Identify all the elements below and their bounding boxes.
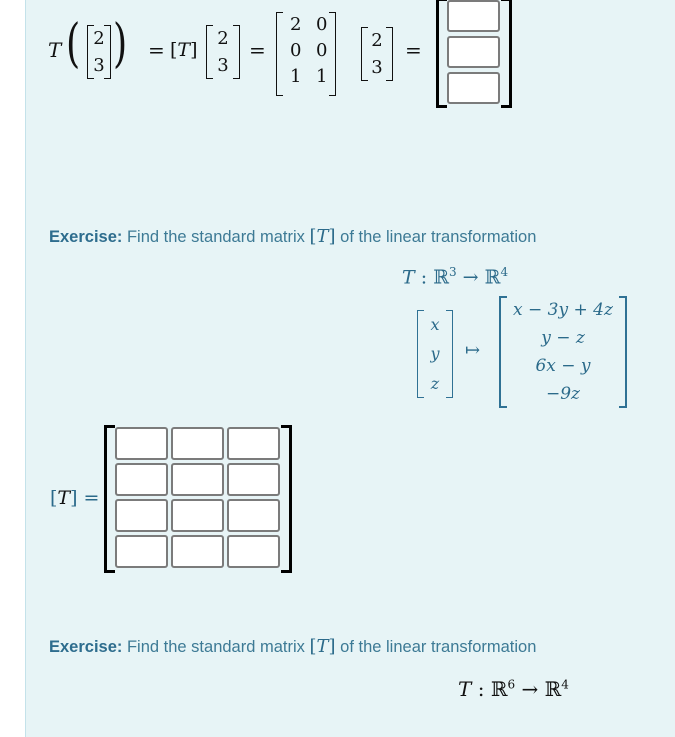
equals-sign: = [249,38,266,62]
matrix-entry: 2 [290,14,302,35]
sig-name: T [458,677,472,701]
vector-entry: 2 [217,28,229,49]
matrix-input-r4c2[interactable] [171,535,224,568]
equals-sign: = [405,38,422,62]
output-entry: 6x − y [535,356,591,376]
right-paren: ) [113,14,128,74]
exercise-1-prompt [49,226,536,247]
sig-domain-exp: 3 [448,265,457,279]
vector-2-3 [206,25,240,79]
matrix-input-r1c1[interactable] [115,427,168,460]
sig-domain-exp: 6 [507,677,516,692]
prompt-text: of the linear transformation [335,638,537,656]
matrix-input-r2c2[interactable] [171,463,224,496]
exercise-label: Exercise: [49,228,123,246]
function-T: T [48,38,62,62]
vector-entry: 3 [217,55,229,76]
matrix-3x2 [276,12,336,96]
sig-codomain-exp: 4 [500,265,509,279]
matrix-T-symbol: [T] [309,636,336,657]
vector-entry: 3 [93,55,105,76]
sig-domain: ℝ [490,677,508,701]
matrix-input-r2c3[interactable] [227,463,280,496]
sig-codomain: ℝ [544,677,562,701]
output-entry: −9z [545,384,581,404]
matrix-input-r2c1[interactable] [115,463,168,496]
matrix-entry: 0 [316,14,328,35]
prompt-text: of the linear transformation [335,228,537,246]
equals-sign: = [148,38,165,62]
matrix-entry: 1 [290,66,302,87]
exercise-2-prompt [49,636,536,657]
result-input-2[interactable] [447,36,500,68]
sig-name: T [402,266,415,289]
result-vector-inputs [436,0,512,108]
matrix-input-r4c1[interactable] [115,535,168,568]
matrix-input-r3c1[interactable] [115,499,168,532]
maps-to-arrow: ↦ [465,340,481,361]
result-input-3[interactable] [447,72,500,104]
matrix-entry: 1 [316,66,328,87]
matrix-T-symbol: [T] [309,226,336,247]
matrix-input-r1c2[interactable] [171,427,224,460]
answer-matrix [104,425,292,573]
prompt-text: Find the standard matrix [122,638,310,656]
output-entry: x − 3y + 4z [513,300,613,320]
mapping-signature-1 [402,265,508,288]
input-vector-xyz [417,310,453,398]
result-input-1[interactable] [447,0,500,32]
vector-entry: 3 [371,57,383,78]
sig-arrow: → [462,266,479,289]
exercise-label: Exercise: [49,638,123,656]
vector-2-3-second [361,27,393,81]
matrix-entry: 0 [290,40,302,61]
matrix-entry: 0 [316,40,328,61]
matrix-input-r1c3[interactable] [227,427,280,460]
left-paren: ( [66,14,81,74]
output-vector [499,296,627,408]
answer-label: [T] = [50,487,100,509]
sig-colon: : [420,266,428,289]
matrix-input-r4c3[interactable] [227,535,280,568]
vector-entry: 2 [93,28,105,49]
sig-colon: : [477,677,485,701]
matrix-T-symbol: [T] [170,39,198,61]
prompt-text: Find the standard matrix [122,228,310,246]
matrix-input-r3c3[interactable] [227,499,280,532]
output-entry: y − z [541,328,585,348]
vector-entry: y [430,344,440,364]
vector-entry: x [430,315,440,335]
sig-codomain: ℝ [484,266,501,289]
input-vector [87,25,111,79]
vector-entry: z [430,373,440,393]
matrix-input-r3c2[interactable] [171,499,224,532]
sig-codomain-exp: 4 [561,677,569,692]
sig-domain: ℝ [433,266,449,289]
answer-grid [115,427,280,568]
mapping-signature-2 [458,677,569,701]
vector-entry: 2 [371,30,383,51]
sig-arrow: → [521,677,539,701]
